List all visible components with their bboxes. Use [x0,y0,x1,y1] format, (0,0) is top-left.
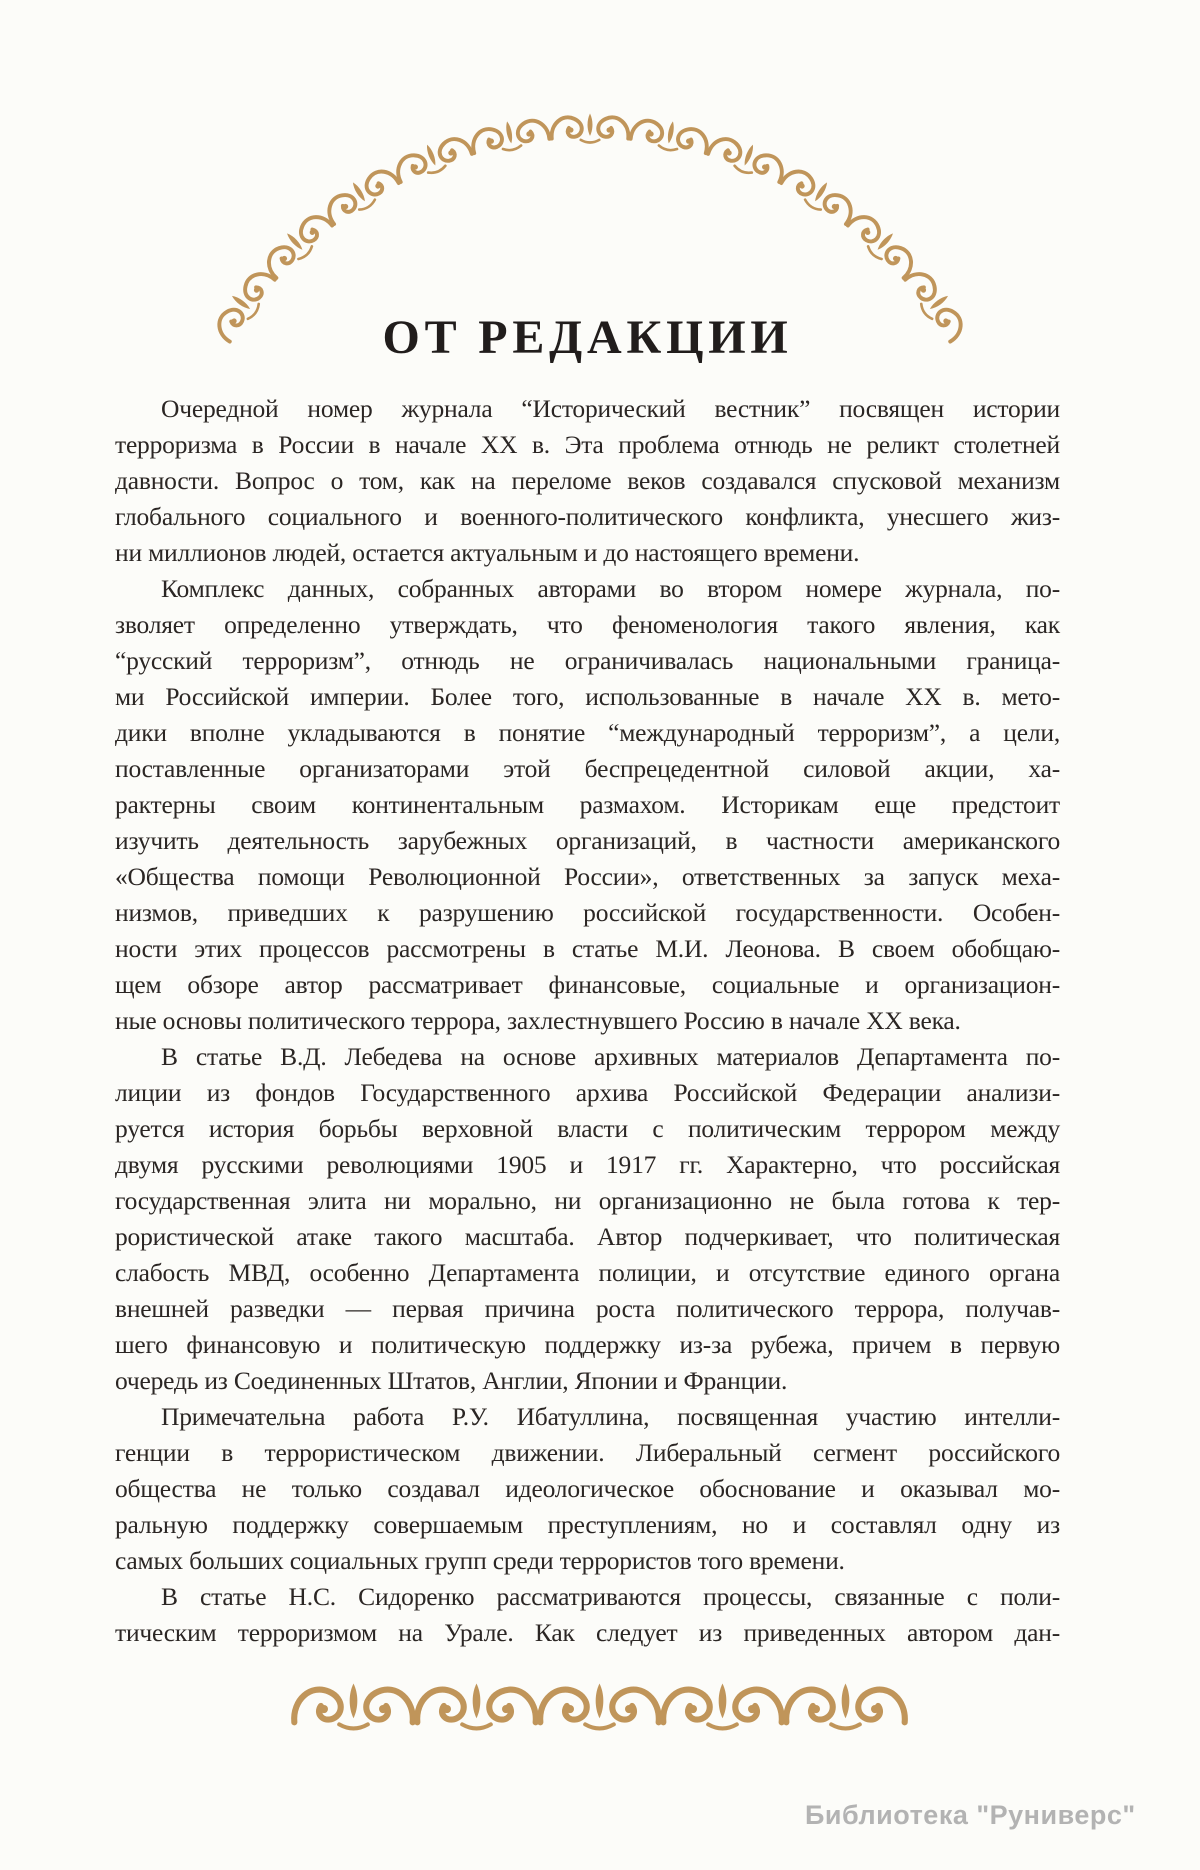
text-line: лиции из фондов Государственного архива Российской Федерации анализи- [115,1078,1060,1107]
text-line: ные основы политического террора, захлестнувшего Россию в начале XX века. [115,1006,961,1035]
text-line: внешней разведки — первая причина роста политического террора, получав- [115,1294,1060,1323]
text-line: Примечательна работа Р.У. Ибатуллина, посвященная участию интелли- [161,1402,1060,1431]
page-title: ОТ РЕДАКЦИИ [382,311,793,365]
paragraph [115,1039,1060,1399]
text-line: Комплекс данных, собранных авторами во втором номере журнала, по- [161,574,1060,603]
text-line: двумя русскими революциями 1905 и 1917 гг. Характерно, что российская [115,1150,1060,1179]
text-line: общества не только создавал идеологическое обоснование и оказывал мо- [115,1474,1060,1503]
text-line: глобального социального и военного-политического конфликта, унесшего жиз- [115,502,1060,531]
paragraph [115,1579,1060,1651]
paragraph [115,1399,1060,1579]
text-line: ни миллионов людей, остается актуальным и до настоящего времени. [115,538,860,567]
text-line: ми Российской империи. Более того, использованные в начале XX в. мето- [115,682,1060,711]
text-line: очередь из Соединенных Штатов, Англии, Японии и Франции. [115,1366,788,1395]
text-line: поставленные организаторами этой беспрецедентной силовой акции, ха- [115,754,1060,783]
text-line: рактерны своим континентальным размахом. Историкам еще предстоит [115,790,1060,819]
text-line: ности этих процессов рассмотрены в статье М.И. Леонова. В своем обобщаю- [115,934,1060,963]
text-line: государственная элита ни морально, ни организационно не была готова к тер- [115,1186,1060,1215]
text-line: слабость МВД, особенно Департамента полиции, и отсутствие единого органа [115,1258,1060,1287]
text-line: терроризма в России в начале XX в. Эта проблема отнюдь не реликт столетней [115,430,1060,459]
bottom-flourish-ornament-icon [292,1678,907,1734]
text-line: шего финансовую и политическую поддержку из-за рубежа, причем в первую [115,1330,1060,1359]
text-line: щем обзоре автор рассматривает финансовые, социальные и организацион- [115,970,1060,999]
text-line: Очередной номер журнала “Исторический вестник” посвящен истории [161,394,1060,423]
text-line: “русский терроризм”, отнюдь не ограничивалась национальными граница- [115,646,1060,675]
top-flourish-ornament-icon [230,116,950,336]
text-line: изучить деятельность зарубежных организаций, в частности американского [115,826,1060,855]
text-line: зволяет определенно утверждать, что феноменология такого явления, как [115,610,1060,639]
text-line: «Общества помощи Революционной России», ответственных за запуск меха- [115,862,1060,891]
body-text [115,391,1060,1651]
text-line: давности. Вопрос о том, как на переломе веков создавался спусковой механизм [115,466,1060,495]
text-line: ральную поддержку совершаемым преступлениям, но и составлял одну из [115,1510,1060,1539]
text-line: самых больших социальных групп среди террористов того времени. [115,1546,845,1575]
text-line: руется история борьбы верховной власти с политическим террором между [115,1114,1060,1143]
text-line: тическим терроризмом на Урале. Как следует из приведенных автором дан- [115,1618,1060,1647]
text-line: дики вполне укладываются в понятие “международный терроризм”, а цели, [115,718,1060,747]
text-line: рористической атаке такого масштаба. Автор подчеркивает, что политическая [115,1222,1060,1251]
text-line: генции в террористическом движении. Либеральный сегмент российского [115,1438,1060,1467]
text-line: В статье В.Д. Лебедева на основе архивных материалов Департамента по- [161,1042,1060,1071]
paragraph [115,571,1060,1039]
library-watermark: Библиотека "Руниверс" [805,1800,1136,1830]
text-line: низмов, приведших к разрушению российской государственности. Особен- [115,898,1060,927]
text-line: В статье Н.С. Сидоренко рассматриваются процессы, связанные с поли- [161,1582,1060,1611]
paragraph [115,391,1060,571]
